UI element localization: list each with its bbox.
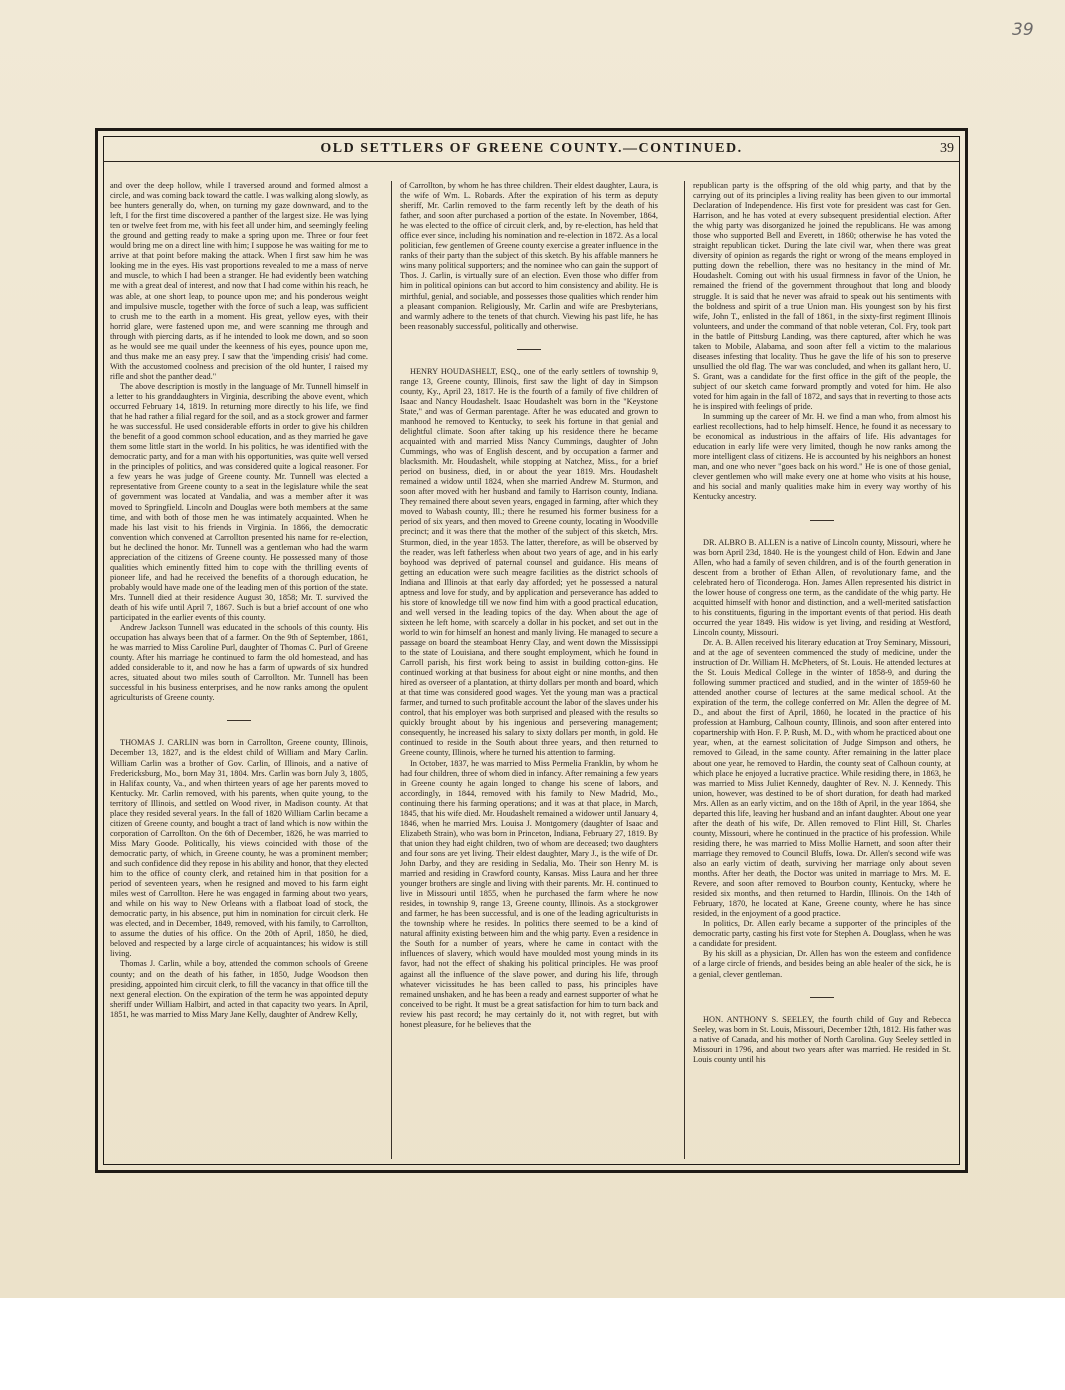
paragraph: of Carrollton, by whom he has three children. Their eldest daughter, Laura, is the wife of Wm. L. Robards. After the expiration of his term as deputy sheriff, Mr. Carlin removed to the farm recently left by the death of his father, and soon after purchased a portion of the estate. In November, 1864, he was elected to the office of circuit clerk, and, by re-election, has held that office ever since, including his nomination and re-election in 1872. As a local politician, few gentlemen of Greene county exercise a greater influence in the ranks of their party than the subject of this sketch. By his affable manners he wins many political supporters; and the nominee who can gain the support of Thos. J. Carlin, is virtually sure of an election. Even those who differ from him in political opinions can but accord to him consistency and ability. He is mirthful, genial, and sociable, and possesses those qualities which render him a pleasant companion. Religiously, Mr. Carlin and wife are Presbyterians, and warmly adhere to the tenets of that church. Viewing his past life, he has been reasonably successful, politically and otherwise. bbox=[400, 181, 658, 331]
page-title: OLD SETTLERS OF GREENE COUNTY.—CONTINUED. bbox=[320, 141, 743, 156]
section-separator bbox=[227, 720, 251, 721]
text-column-2 bbox=[400, 181, 658, 1159]
page-number: 39 bbox=[940, 141, 954, 156]
paragraph: In politics, Dr. Allen early became a supporter of the principles of the democratic party, casting his first vote for Stephen A. Douglass, when he was a candidate for president. bbox=[693, 919, 951, 949]
paragraph: DR. ALBRO B. ALLEN is a native of Lincoln county, Missouri, where he was born April 23d, 1840. He is the youngest child of Hon. Edwin and Jane Allen, who had a family of seven children, and is of the fourth generation in descent from a brother of Ethan Allen, of revolutionary fame, and the celebrated hero of Ticonderoga. Hon. James Allen represented his district in the lower house of congress one term, as the candidate of the whig party. He acquitted himself with honor and distinction, and a well-merited satisfaction to his constituents, figuring in the important events of that period. His death occurred the year 1849. His widow is yet living, and residing at Westford, Lincoln county, Missouri. bbox=[693, 537, 951, 637]
paragraph: Andrew Jackson Tunnell was educated in the schools of this county. His occupation has always been that of a farmer. On the 9th of September, 1861, he was married to Miss Caroline Purl, daughter of Thomas C. Purl of Greene county. After his marriage he continued to farm the old homestead, and has added considerable to it, and now he has a farm of upwards of six hundred acres, situated about two miles south of Carrollton. Mr. Tunnell has been successful in his business enterprises, and he now ranks among the opulent agriculturists of Greene county. bbox=[110, 623, 368, 703]
paragraph: republican party is the offspring of the old whig party, and that by the carrying out of its principles a living reality has been given to our immortal Declaration of Independence. His first vote for president was cast for Gen. Harrison, and he has voted at every subsequent presidential election. After the whig party was disorganized he joined the republicans. He was among those who supported Bell and Everett, in 1860; otherwise he has voted the straight republican ticket. During the late civil war, when there was great diversity of opinion as regards the right or wrong of the means employed in putting down the rebellion, there was no hesitancy in the mind of Mr. Houdashelt. Coming out with his usual firmness in favor of the Union, he remained the friend of the government throughout that long and bloody struggle. It is said that he never was afraid to speak out his sentiments with the boldness and spirit of a true Union man. His youngest son by his first wife, John T., enlisted in the fall of 1861, in the sixty-first regiment Illinois volunteers, and under the command of that noble veteran, Col. Fry, took part in the battle of Pittsburg Landing, was there captured, after which he was taken to Mobile, Alabama, and soon after fell a victim to the malarious diseases infesting that locality. Thus he gave the life of his son to preserve unsullied the old flag. The war was concluded, and when its gallant hero, U. S. Grant, was a candidate for the first office in the gift of the people, the subject of our sketch came forward promptly and voted for him. He also voted for him again in the fall of 1872, and says that in reverting to those acts he is inspired with feelings of pride. bbox=[693, 181, 951, 412]
paragraph: HON. ANTHONY S. SEELEY, the fourth child of Guy and Rebecca Seeley, was born in St. Louis, Missouri, December 12th, 1812. His father was a native of Canada, and his mother of North Carolina. Guy Seeley settled in Missouri in 1796, and about two years after was married. He resided in St. Louis county until his bbox=[693, 1014, 951, 1064]
column-divider bbox=[684, 181, 685, 1159]
paragraph: The above description is mostly in the language of Mr. Tunnell himself in a letter to his granddaughters in Virginia, describing the above event, which occurred February 14, 1819. In returning more directly to his life, we find that he had rather a filial regard for the soil, and as a stock grower and farmer he was successful. He used considerable efforts in order to give his children the benefit of a good common school education, and as they married he gave them some little start in the world. In his politics, he was identified with the democratic party, and for a man with his opportunities, was quite well versed in the principles of politics, and was considered quite a logical reasoner. For a few years he was judge of Greene county. Mr. Tunnell was elected a representative from Greene county to a seat in the legislature while the seat of government was located at Vandalia, and was a member after it was moved to Springfield. Lincoln and Douglas were both members at the same time, and with both of those men he was intimately acquainted. When he made his last visit to his friends in Virginia. In 1866, the democratic convention which convened at Carrollton presented his name for re-election, but he declined the honor. Mr. Tunnell was a gentleman who had the warm appreciation of the citizens of Greene county. He possessed many of those qualities which eminently fitted him to cope with the thrilling events of pioneer life, and had he received the benefits of a thorough education, he probably would have made one of the leading men of this portion of the state. Mrs. Tunnell died at their residence August 30, 1858; Mr. T. survived the death of his wife until April 7, 1867. Such is but a brief account of one who participated in the earlier events of this county. bbox=[110, 381, 368, 623]
paragraph: In summing up the career of Mr. H. we find a man who, from almost his earliest recollections, had to help himself. Hence, he found it as necessary to be economical as industrious in the affairs of life. His advantages for education in early life were very limited, though he now ranks among the more intelligent class of citizens. He is accounted by his neighbors an honest man, and one who never "goes back on his word." He is one of those genial, clever gentlemen who will make every one at home who visits at his house, and his social and manly qualities make him in every way worthy of his Kentucky ancestry. bbox=[693, 412, 951, 502]
paragraph: Thomas J. Carlin, while a boy, attended the common schools of Greene county; and on the death of his father, in 1850, Judge Woodson then presiding, appointed him circuit clerk, to fill the vacancy in that office till the next general election. On the expiration of the term he was appointed deputy sheriff under William Halbirt, and acted in that capacity two years. In April, 1851, he was married to Miss Mary Jane Kelly, daughter of Andrew Kelly, bbox=[110, 959, 368, 1019]
paragraph: Dr. A. B. Allen received his literary education at Troy Seminary, Missouri, and at the age of seventeen commenced the study of medicine, under the instruction of Dr. William H. McPheters, of St. Louis. He attended lectures at the St. Louis Medical College in the winter of 1858-9, and during the following summer practiced and studied, and in the winter of 1859-60 he attended another course of lectures at the same medical school. At the expiration of the term, the college conferred on Mr. Allen the degree of M. D., and about the first of April, 1860, he located in the practice of his profession at Hamburg, Calhoun county, Illinois, and soon after entered into copartnership with Hon. F. P. Rush, M. D., with whom he practiced about one year, when, at the earnest solicitation of Judge Simpson and others, he removed to Gilead, in the same county. After remaining in the latter place about one year, he removed to Hardin, the county seat of Calhoun county, at which place he enjoyed a lucrative practice. While residing there, in 1863, he was married to Miss Juliet Kennedy, daughter of Rev. N. J. Kennedy. This union, however, was destined to be of short duration, for death had marked Mrs. Allen as an early victim, and on the 18th of April, in the year 1864, she departed this life, leaving her husband and an infant daughter. About one year after the death of his wife, Dr. Allen removed to Flint Hill, St. Charles county, Missouri, where he continued in the practice of his profession. While residing there, he was married to Miss Mollie Harnett, and soon after their marriage they removed to Council Bluffs, Iowa. Dr. Allen's second wife was also an early victim of death, surviving her marriage only about seven months. After her death, the Doctor was united in marriage to Mrs. M. E. Revere, and soon after removed to Bourbon county, Kentucky, where he resided six months, and then returned to Hardin, Illinois. On the 14th of February, 1870, he located at Kane, Greene county, where he has since resided, in the enjoyment of a good practice. bbox=[693, 637, 951, 919]
handwritten-page-mark: 39 bbox=[1012, 20, 1034, 40]
column-divider bbox=[391, 181, 392, 1159]
paragraph: HENRY HOUDASHELT, ESQ., one of the early settlers of township 9, range 13, Greene county, Illinois, first saw the light of day in Simpson county, Ky., April 23, 1817. He is the fourth of a family of five children of Isaac and Nancy Houdashelt. Isaac Houdashelt was born in the "Keystone State," and was of German parentage. After he was educated and grown to manhood he removed to Kentucky, to seek his fortune in that genial and delightful climate. Soon after taking up his residence there he became acquainted with and married Miss Nancy Cummings, daughter of John Cummings, who was of English descent, and by occupation a farmer and blacksmith. Mr. Houdashelt, while stopping at Natchez, Miss., for a brief period on business, died, in or about the year 1819. Mrs. Houdashelt remained a widow until 1824, when she married Andrew M. Sturmon, and soon after moved with her husband and family to Harrison county, Indiana. They remained there about seven years, engaged in farming, after which they moved to Wabash county, Ill.; there he resumed his former business for a period of six years, and then moved to Greene county, locating in Woodville precinct; and it was there that the mother of the subject of this sketch, Mrs. Sturmon, died, in the year 1853. The latter, therefore, as will be observed by the reader, was left fatherless when about two years of age, and in his early boyhood was deprived of paternal counsel and guidance. His means of getting an education were such meagre facilities as the district schools of Indiana and Illinois at that early day afforded; yet he possessed a natural aptness and love for study, and by application and perseverance has added to his store of knowledge till we now find him with a good practical education, and well versed in the leading topics of the day. When about the age of sixteen he left home, with scarcely a dollar in his pocket, and set out in the world to win for himself an honest and manly living. He managed to secure a passage on board the steamboat Henry Clay, and went down the Mississippi to the state of Louisiana, and there sought employment, which he found in Carroll parish, his first work being to assist in building cotton-gins. He continued working at that business for about eight or nine months, and then hired as overseer of a plantation, at thirty dollars per month and board, which at that time was considered good wages. Yet the young man was a practical farmer, and turned to such profitable account the labor of the slaves under his control, that his employer was both surprised and pleased with the results so quickly brought about by his ingenious and persevering management; consequently, he increased his salary to sixty dollars per month, in gold. He continued to reside in the South about three years, and then returned to Greene county, Illinois, where he turned his attention to farming. bbox=[400, 366, 658, 758]
page-heading bbox=[103, 138, 960, 162]
page-margin bbox=[0, 1298, 1065, 1390]
section-separator bbox=[810, 520, 834, 521]
paragraph: In October, 1837, he was married to Miss Permelia Franklin, by whom he had four children, three of whom died in infancy. After remaining a few years in Greene county he again longed to change his scene of labors, and accordingly, in 1844, removed with his family to New Madrid, Mo., continuing there his farming operations; and it was at that place, in March, 1845, that his wife died. Mr. Houdashelt remained a widower until January 4, 1846, when he married Mrs. Louisa J. Montgomery (daughter of Isaac and Elizabeth Strain), who was born in Princeton, Indiana, February 27, 1819. By that union they had eight children, two of whom are deceased; two daughters and four sons are yet living. Their eldest daughter, Mary J., is the wife of Dr. John Darby, and they are residing in Sedalia, Mo. Their son Henry M. is married and residing in Crawford county, Kansas. Miss Laura and her three younger brothers are single and living with their parents. Mr. H. continued to live in Missouri until 1855, when he purchased the farm where he now resides, in township 9, range 13, Greene county, Illinois. As a stockgrower and farmer, he has been successful, and is one of the leading agriculturists in the township where he resides. In politics there seemed to be a kind of natural affinity existing between him and the whig party. Even a residence in the South for a number of years, where he came in contact with the influences of slavery, which would have moulded most young minds in its favor, had not the effect of shaking his political principles. He was proof against all the influence of the slave power, and during his life, through whatever vicissitudes he has been called to pass, his principles have remained unshaken, and he has been a ready and earnest supporter of what he conceived to be right. It must be a great satisfaction for him to turn back and review his past record; he may certainly do it, not with regret, but with honest pleasure, for he believes that the bbox=[400, 758, 658, 1029]
text-column-1 bbox=[110, 181, 368, 1159]
paragraph: and over the deep hollow, while I traversed around and formed almost a circle, and was coming back toward the cattle. I was walking along slowly, as bee hunters generally do, when, on turning my gaze downward, and to the left, I for the first time discovered a panther of the largest size. He was lying ten or twelve feet from me, with his feet all under him, and seemingly feeling the ground and getting ready to make a spring upon me. Three or four feet would bring me on a direct line with him; I suppose he was waiting for me to arrive at that point before making the attack. When I first saw him he was looking me in the eyes. His vast proportions revealed to me a mass of nerve and muscle, to which I had been a stranger. He had evidently been watching me with a great deal of interest, and now that I had come within his reach, he was able, at one short leap, to pounce upon me; and his ponderous weight and impulsive muscle, together with the force of such a leap, was sufficient to crush me to the earth in a moment. His great, yellow eyes, with their horrid glare, were fastened upon me, and were scanning me through and through with piercing darts, as if he intended to look me down, and so soon as he would see me quail under the keenness of his eyes, pounce upon me, and thus make me an easy prey. I saw that the 'impending crisis' had come. With the accustomed coolness and precision of the old hunter, I raised my rifle and shot the panther dead." bbox=[110, 181, 368, 381]
section-separator bbox=[810, 997, 834, 998]
paragraph: THOMAS J. CARLIN was born in Carrollton, Greene county, Illinois, December 13, 1827, and is the eldest child of William and Mary Carlin. William Carlin was a brother of Gov. Carlin, of Illinois, and a native of Fredericksburg, Mo., born May 31, 1804. Mrs. Carlin was born July 3, 1805, in Halifax county, Va., and when thirteen years of age her parents moved to Kentucky. Mr. Carlin removed, with his parents, when quite young, to the territory of Illinois, and settled on Wood river, in Madison county. At that place they resided several years. In the fall of 1820 William Carlin became a citizen of Greene county, and bought a tract of land which is now within the corporation of Carrollton. On the 6th of December, 1826, he was married to Miss Mary Goode. Politically, his views coincided with those of the democratic party, of which, in Greene county, he was a prominent member; and such confidence did they repose in his ability and honor, that they elected him to the office of county clerk, and retained him in that position for a period of seventeen years, when he resigned and moved to his farm eight miles west of Carrollton. Here he was engaged in farming about two years, and while on his way to New Orleans with a flatboat load of stock, the democratic party, in his absence, put him in nomination for circuit clerk. He was elected, and in December, 1849, removed, with his family, to Carrollton, to assume the duties of his office. On the 20th of April, 1850, he died, beloved and respected by a large circle of acquaintances; his widow is still living. bbox=[110, 738, 368, 959]
section-separator bbox=[517, 349, 541, 350]
text-column-3 bbox=[693, 181, 951, 1159]
paragraph: By his skill as a physician, Dr. Allen has won the esteem and confidence of a large circle of friends, and besides being an able healer of the sick, he is a genial, clever gentleman. bbox=[693, 949, 951, 979]
